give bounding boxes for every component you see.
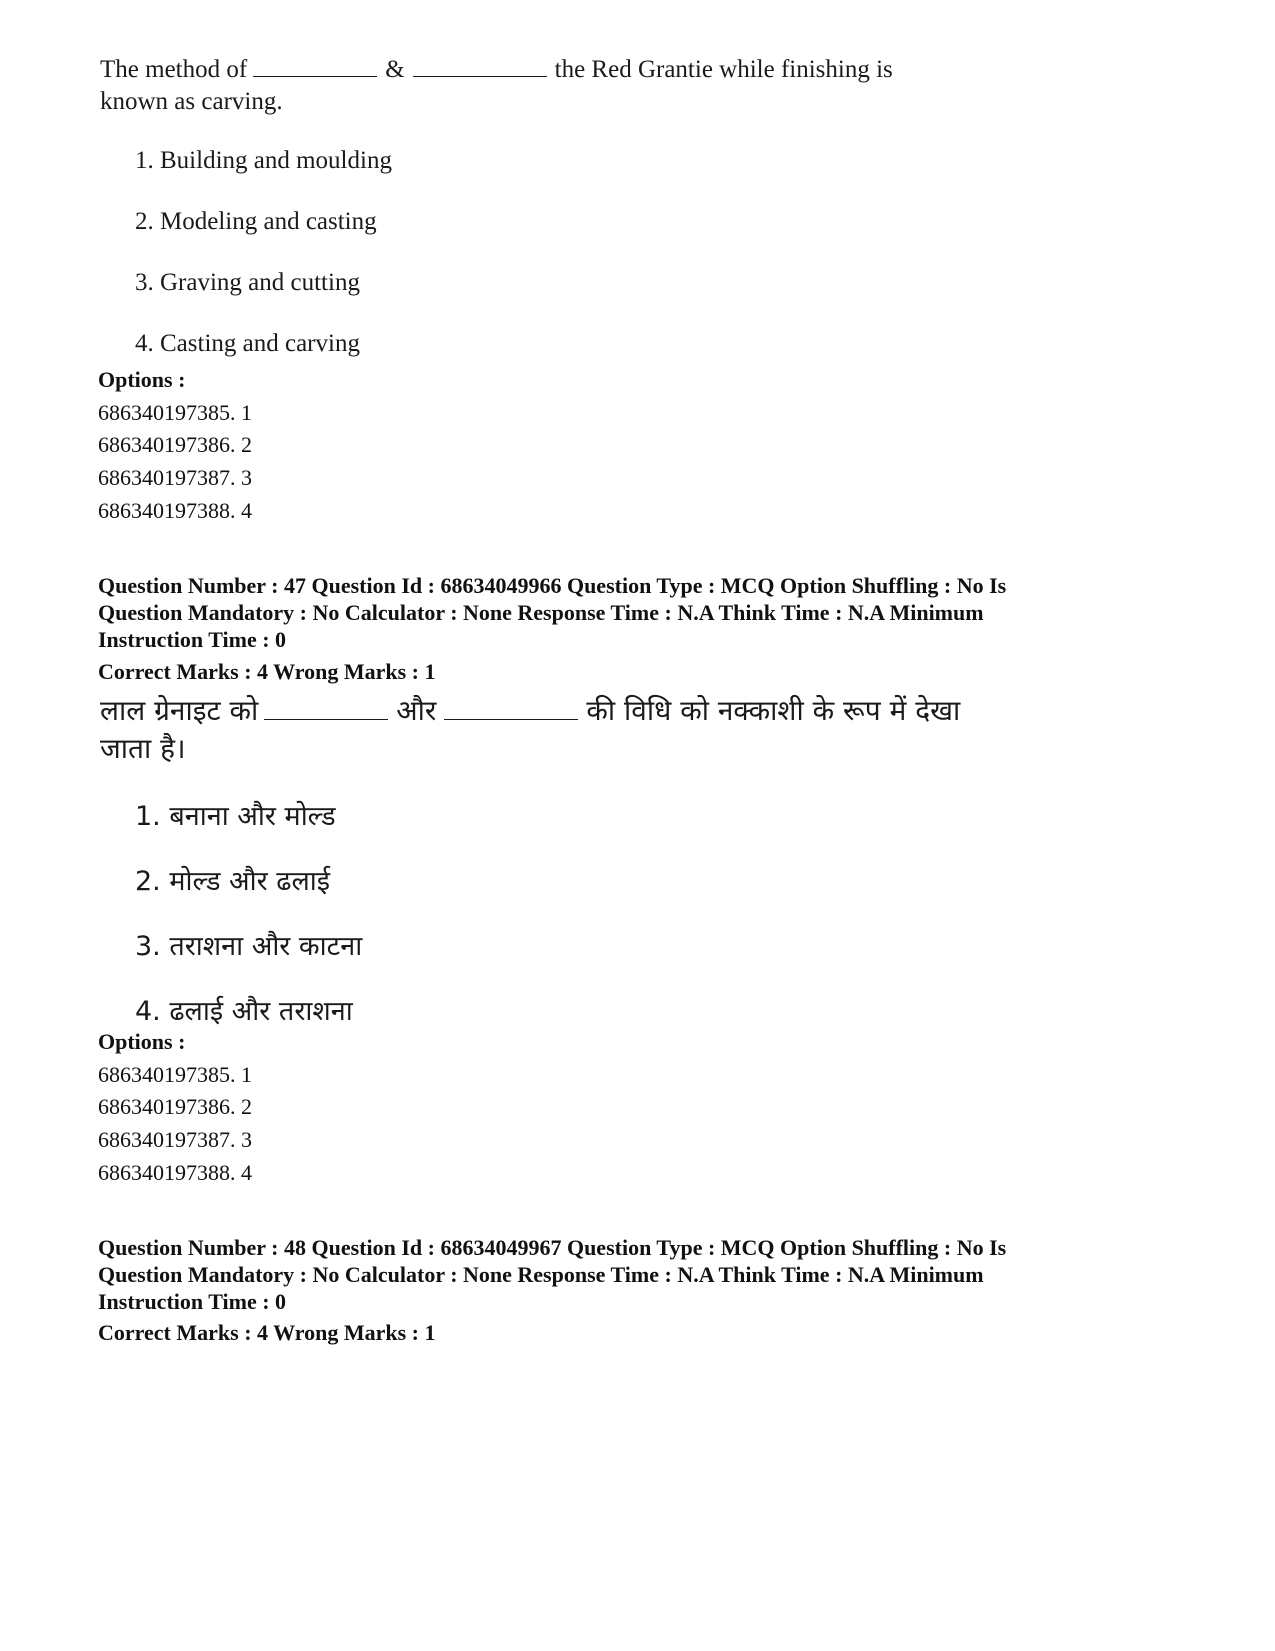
q48-meta-line-1: Question Number : 48 Question Id : 68634049967 Question Type : MCQ Option Shuffling : No Is [98,1235,1007,1260]
q47-stem [100,692,960,768]
q46-option-id-4: 686340197388. 4 [98,498,252,523]
q46-option-id-1: 686340197385. 1 [98,400,252,425]
q47-choice-4: 4. ढलाई और तराशना [135,996,353,1027]
answer-blank-1 [264,697,388,720]
q47-marks: Correct Marks : 4 Wrong Marks : 1 [98,659,436,684]
q46-option-id-2: 686340197386. 2 [98,432,252,457]
q48-meta-line-3: Instruction Time : 0 [98,1289,287,1314]
q46-choice-2: 2. Modeling and casting [135,208,377,235]
q46-stem [100,54,893,118]
q47-option-id-1: 686340197385. 1 [98,1062,252,1087]
q48-meta [98,1234,1178,1315]
q47-option-id-4: 686340197388. 4 [98,1160,252,1185]
answer-blank-1 [253,54,377,77]
answer-blank-2 [444,697,578,720]
q47-meta-line-3: Instruction Time : 0 [98,627,287,652]
q47-choice-3: 3. तराशना और काटना [135,931,363,962]
q46-options-label: Options : [98,367,186,392]
q46-choice-3: 3. Graving and cutting [135,269,360,296]
q46-stem-line-2: known as carving. [100,88,283,115]
q47-stem-line-1: लाल ग्रेनाइट को और की विधि को नक्काशी के रूप में देखा [100,694,961,727]
q47-choice-1: 1. बनाना और मोल्ड [135,801,336,832]
q46-choice-1: 1. Building and moulding [135,147,392,174]
q47-meta-line-1: Question Number : 47 Question Id : 68634049966 Question Type : MCQ Option Shuffling : No Is [98,573,1007,598]
q46-choice-4: 4. Casting and carving [135,330,360,357]
q47-option-id-3: 686340197387. 3 [98,1127,252,1152]
q47-meta [98,572,1178,653]
q48-marks: Correct Marks : 4 Wrong Marks : 1 [98,1320,436,1345]
answer-blank-2 [413,54,547,77]
q46-stem-line-1: The method of & the Red Grantie while finishing is [100,56,893,83]
q48-meta-line-2: Question Mandatory : No Calculator : None Response Time : N.A Think Time : N.A Minimum [98,1262,984,1287]
q47-options-label: Options : [98,1029,186,1054]
q47-choice-2: 2. मोल्ड और ढलाई [135,866,331,897]
q46-option-id-3: 686340197387. 3 [98,465,252,490]
q47-stem-line-2: जाता है। [100,732,186,765]
q47-option-id-2: 686340197386. 2 [98,1094,252,1119]
q47-meta-line-2: Question Mandatory : No Calculator : None Response Time : N.A Think Time : N.A Minimum [98,600,984,625]
